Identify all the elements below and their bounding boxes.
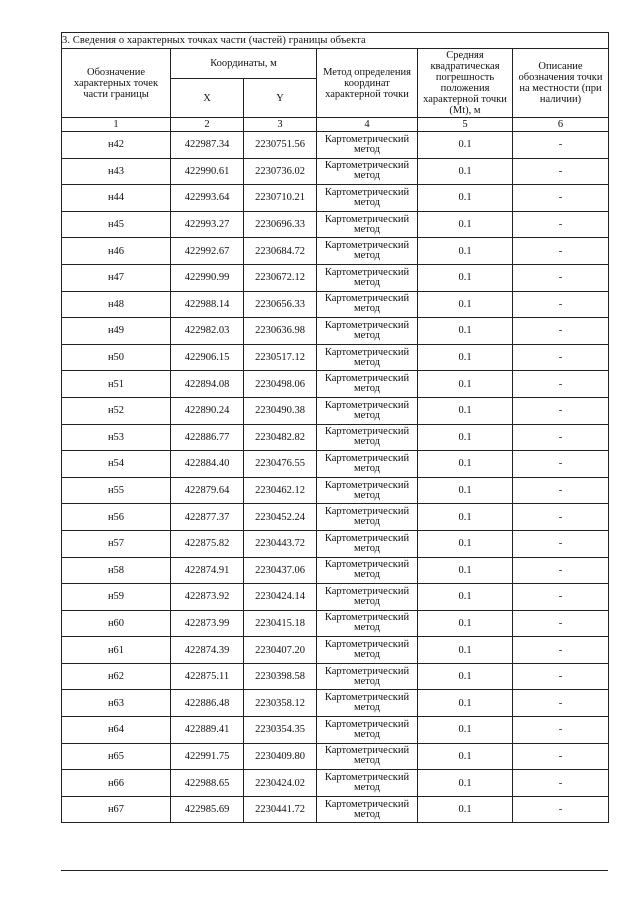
table-row: [62, 318, 609, 345]
coord-x: 422879.64: [171, 477, 244, 504]
column-number: 2: [171, 118, 244, 132]
table-row: [62, 132, 609, 159]
method-line-1: Картометрический: [324, 665, 410, 677]
point-description: -: [513, 770, 609, 797]
method-line-1: Картометрический: [324, 346, 410, 358]
point-id: н52: [62, 397, 171, 424]
method-line-1: Картометрический: [324, 452, 410, 464]
table-row: [62, 264, 609, 291]
method-line-1: Картометрический: [324, 718, 410, 730]
mean-error: 0.1: [418, 504, 513, 531]
method-line-1: Картометрический: [324, 692, 410, 704]
method-cell: [317, 690, 418, 717]
point-id: н51: [62, 371, 171, 398]
point-description: -: [513, 451, 609, 478]
point-description: -: [513, 185, 609, 212]
method-cell: [317, 743, 418, 770]
point-description: -: [513, 690, 609, 717]
mean-error: 0.1: [418, 717, 513, 744]
mean-error: 0.1: [418, 663, 513, 690]
method-line-1: Картометрический: [324, 240, 410, 252]
header-description: Описание обозначения точки на местности (при наличии): [513, 49, 609, 118]
method-cell: [317, 211, 418, 238]
method-line-1: Картометрический: [324, 506, 410, 518]
coord-x: 422985.69: [171, 796, 244, 823]
method-line-1: Картометрический: [324, 213, 410, 225]
method-cell: [317, 371, 418, 398]
table-row: [62, 185, 609, 212]
coord-x: 422988.14: [171, 291, 244, 318]
point-id: н42: [62, 132, 171, 159]
coord-x: 422894.08: [171, 371, 244, 398]
point-description: -: [513, 424, 609, 451]
coord-y: 2230354.35: [244, 717, 317, 744]
column-number: 6: [513, 118, 609, 132]
point-description: -: [513, 344, 609, 371]
coord-y: 2230441.72: [244, 796, 317, 823]
mean-error: 0.1: [418, 264, 513, 291]
coord-y: 2230424.02: [244, 770, 317, 797]
method-line-2: метод: [353, 462, 381, 474]
table-row: [62, 238, 609, 265]
column-number: 1: [62, 118, 171, 132]
coord-x: 422874.39: [171, 637, 244, 664]
point-id: н46: [62, 238, 171, 265]
method-cell: [317, 132, 418, 159]
coord-x: 422886.77: [171, 424, 244, 451]
method-cell: [317, 397, 418, 424]
point-id: н56: [62, 504, 171, 531]
coord-y: 2230452.24: [244, 504, 317, 531]
method-line-1: Картометрический: [324, 612, 410, 624]
point-description: -: [513, 238, 609, 265]
column-numbers-row: [62, 118, 609, 132]
method-cell: [317, 584, 418, 611]
method-line-2: метод: [353, 276, 381, 288]
method-cell: [317, 318, 418, 345]
point-id: н48: [62, 291, 171, 318]
coord-x: 422987.34: [171, 132, 244, 159]
method-cell: [317, 158, 418, 185]
coord-y: 2230462.12: [244, 477, 317, 504]
point-description: -: [513, 584, 609, 611]
point-id: н50: [62, 344, 171, 371]
point-description: -: [513, 318, 609, 345]
point-description: -: [513, 291, 609, 318]
method-line-1: Картометрический: [324, 772, 410, 784]
column-number: 5: [418, 118, 513, 132]
coord-x: 422906.15: [171, 344, 244, 371]
mean-error: 0.1: [418, 637, 513, 664]
method-line-2: метод: [353, 383, 381, 395]
method-cell: [317, 477, 418, 504]
point-description: -: [513, 717, 609, 744]
table-row: [62, 557, 609, 584]
table-row: [62, 477, 609, 504]
method-line-2: метод: [353, 303, 381, 315]
coord-x: 422873.99: [171, 610, 244, 637]
method-line-2: метод: [353, 728, 381, 740]
coord-y: 2230517.12: [244, 344, 317, 371]
coord-x: 422877.37: [171, 504, 244, 531]
method-line-2: метод: [353, 649, 381, 661]
point-id: н44: [62, 185, 171, 212]
method-line-2: метод: [353, 569, 381, 581]
method-cell: [317, 663, 418, 690]
method-line-1: Картометрический: [324, 160, 410, 172]
table-row: [62, 796, 609, 823]
table-row: [62, 344, 609, 371]
coord-y: 2230482.82: [244, 424, 317, 451]
coord-y: 2230672.12: [244, 264, 317, 291]
coord-x: 422993.27: [171, 211, 244, 238]
method-line-2: метод: [353, 436, 381, 448]
method-line-1: Картометрический: [324, 532, 410, 544]
point-id: н43: [62, 158, 171, 185]
coord-x: 422875.82: [171, 530, 244, 557]
method-line-2: метод: [353, 595, 381, 607]
method-cell: [317, 530, 418, 557]
method-line-2: метод: [353, 250, 381, 262]
mean-error: 0.1: [418, 238, 513, 265]
table-row: [62, 690, 609, 717]
method-cell: [317, 557, 418, 584]
coord-x: 422886.48: [171, 690, 244, 717]
coord-y: 2230407.20: [244, 637, 317, 664]
method-cell: [317, 504, 418, 531]
method-cell: [317, 264, 418, 291]
method-line-2: метод: [353, 329, 381, 341]
coord-x: 422988.65: [171, 770, 244, 797]
table-row: [62, 211, 609, 238]
coord-y: 2230636.98: [244, 318, 317, 345]
coord-x: 422875.11: [171, 663, 244, 690]
table-row: [62, 717, 609, 744]
header-x: X: [171, 79, 244, 118]
point-description: -: [513, 637, 609, 664]
coord-y: 2230437.06: [244, 557, 317, 584]
mean-error: 0.1: [418, 132, 513, 159]
mean-error: 0.1: [418, 743, 513, 770]
point-description: -: [513, 132, 609, 159]
mean-error: 0.1: [418, 530, 513, 557]
method-cell: [317, 238, 418, 265]
table-body: [62, 132, 609, 823]
mean-error: 0.1: [418, 610, 513, 637]
method-line-2: метод: [353, 755, 381, 767]
mean-error: 0.1: [418, 318, 513, 345]
method-line-2: метод: [353, 409, 381, 421]
point-id: н65: [62, 743, 171, 770]
table-row: [62, 451, 609, 478]
method-line-1: Картометрический: [324, 266, 410, 278]
table-row: [62, 371, 609, 398]
method-line-1: Картометрический: [324, 293, 410, 305]
point-id: н67: [62, 796, 171, 823]
coord-x: 422890.24: [171, 397, 244, 424]
column-number: 4: [317, 118, 418, 132]
method-line-2: метод: [353, 808, 381, 820]
characteristic-points-table: [61, 32, 609, 823]
method-line-2: метод: [353, 223, 381, 235]
mean-error: 0.1: [418, 557, 513, 584]
mean-error: 0.1: [418, 211, 513, 238]
coord-y: 2230710.21: [244, 185, 317, 212]
mean-error: 0.1: [418, 344, 513, 371]
mean-error: 0.1: [418, 158, 513, 185]
method-line-2: метод: [353, 143, 381, 155]
method-line-1: Картометрический: [324, 559, 410, 571]
table-row: [62, 158, 609, 185]
method-line-2: метод: [353, 622, 381, 634]
mean-error: 0.1: [418, 477, 513, 504]
table-row: [62, 610, 609, 637]
point-description: -: [513, 796, 609, 823]
mean-error: 0.1: [418, 371, 513, 398]
method-cell: [317, 424, 418, 451]
coord-x: 422990.99: [171, 264, 244, 291]
point-description: -: [513, 504, 609, 531]
method-cell: [317, 451, 418, 478]
table-row: [62, 584, 609, 611]
method-cell: [317, 185, 418, 212]
coord-y: 2230409.80: [244, 743, 317, 770]
coord-x: 422992.67: [171, 238, 244, 265]
method-line-2: метод: [353, 702, 381, 714]
point-id: н61: [62, 637, 171, 664]
method-line-2: метод: [353, 489, 381, 501]
point-id: н53: [62, 424, 171, 451]
method-line-2: метод: [353, 542, 381, 554]
point-description: -: [513, 397, 609, 424]
coord-y: 2230476.55: [244, 451, 317, 478]
method-cell: [317, 637, 418, 664]
method-cell: [317, 344, 418, 371]
column-number: 3: [244, 118, 317, 132]
coord-y: 2230684.72: [244, 238, 317, 265]
section-title: 3. Сведения о характерных точках части (частей) границы объекта: [62, 33, 609, 49]
point-id: н45: [62, 211, 171, 238]
method-cell: [317, 796, 418, 823]
point-description: -: [513, 477, 609, 504]
coord-x: 422990.61: [171, 158, 244, 185]
mean-error: 0.1: [418, 770, 513, 797]
coord-y: 2230736.02: [244, 158, 317, 185]
coord-y: 2230490.38: [244, 397, 317, 424]
mean-error: 0.1: [418, 690, 513, 717]
point-id: н64: [62, 717, 171, 744]
coord-x: 422874.91: [171, 557, 244, 584]
header-method: Метод определения координат характерной точки: [317, 49, 418, 118]
method-line-1: Картометрический: [324, 426, 410, 438]
mean-error: 0.1: [418, 451, 513, 478]
footer-divider: [61, 870, 608, 871]
method-line-1: Картометрический: [324, 399, 410, 411]
point-description: -: [513, 557, 609, 584]
table-row: [62, 663, 609, 690]
method-line-1: Картометрический: [324, 133, 410, 145]
point-description: -: [513, 371, 609, 398]
table-row: [62, 504, 609, 531]
point-description: -: [513, 264, 609, 291]
table-row: [62, 424, 609, 451]
method-line-1: Картометрический: [324, 319, 410, 331]
coord-y: 2230656.33: [244, 291, 317, 318]
point-id: н47: [62, 264, 171, 291]
point-description: -: [513, 743, 609, 770]
header-coordinates: Координаты, м: [171, 49, 317, 79]
method-line-1: Картометрический: [324, 639, 410, 651]
section-title-row: [62, 33, 609, 49]
point-id: н55: [62, 477, 171, 504]
method-line-1: Картометрический: [324, 585, 410, 597]
method-line-2: метод: [353, 782, 381, 794]
point-id: н63: [62, 690, 171, 717]
coord-y: 2230398.58: [244, 663, 317, 690]
table-row: [62, 291, 609, 318]
method-cell: [317, 770, 418, 797]
mean-error: 0.1: [418, 291, 513, 318]
point-description: -: [513, 610, 609, 637]
coord-x: 422884.40: [171, 451, 244, 478]
coord-y: 2230696.33: [244, 211, 317, 238]
point-id: н59: [62, 584, 171, 611]
method-line-1: Картометрический: [324, 798, 410, 810]
mean-error: 0.1: [418, 796, 513, 823]
point-id: н49: [62, 318, 171, 345]
coord-y: 2230498.06: [244, 371, 317, 398]
point-id: н57: [62, 530, 171, 557]
header-y: Y: [244, 79, 317, 118]
coord-x: 422991.75: [171, 743, 244, 770]
point-id: н62: [62, 663, 171, 690]
document-page: [61, 32, 608, 823]
method-line-2: метод: [353, 516, 381, 528]
table-row: [62, 530, 609, 557]
table-row: [62, 743, 609, 770]
header-row: [62, 49, 609, 79]
point-id: н66: [62, 770, 171, 797]
method-line-2: метод: [353, 170, 381, 182]
coord-x: 422982.03: [171, 318, 244, 345]
header-designation: Обозначение характерных точек части границы: [62, 49, 171, 118]
method-line-2: метод: [353, 196, 381, 208]
table-row: [62, 770, 609, 797]
point-id: н54: [62, 451, 171, 478]
point-id: н60: [62, 610, 171, 637]
table-row: [62, 637, 609, 664]
point-id: н58: [62, 557, 171, 584]
point-description: -: [513, 158, 609, 185]
coord-y: 2230424.14: [244, 584, 317, 611]
coord-y: 2230751.56: [244, 132, 317, 159]
coord-y: 2230443.72: [244, 530, 317, 557]
method-line-2: метод: [353, 356, 381, 368]
mean-error: 0.1: [418, 397, 513, 424]
coord-x: 422889.41: [171, 717, 244, 744]
header-error: Средняя квадратическая погрешность положения характерной точки (Mt), м: [418, 49, 513, 118]
mean-error: 0.1: [418, 424, 513, 451]
method-cell: [317, 291, 418, 318]
coord-x: 422873.92: [171, 584, 244, 611]
coord-x: 422993.64: [171, 185, 244, 212]
coord-y: 2230415.18: [244, 610, 317, 637]
method-line-1: Картометрический: [324, 373, 410, 385]
method-line-1: Картометрический: [324, 479, 410, 491]
method-cell: [317, 717, 418, 744]
point-description: -: [513, 663, 609, 690]
table-row: [62, 397, 609, 424]
mean-error: 0.1: [418, 185, 513, 212]
method-line-1: Картометрический: [324, 745, 410, 757]
method-cell: [317, 610, 418, 637]
mean-error: 0.1: [418, 584, 513, 611]
method-line-2: метод: [353, 675, 381, 687]
coord-y: 2230358.12: [244, 690, 317, 717]
point-description: -: [513, 211, 609, 238]
method-line-1: Картометрический: [324, 186, 410, 198]
point-description: -: [513, 530, 609, 557]
